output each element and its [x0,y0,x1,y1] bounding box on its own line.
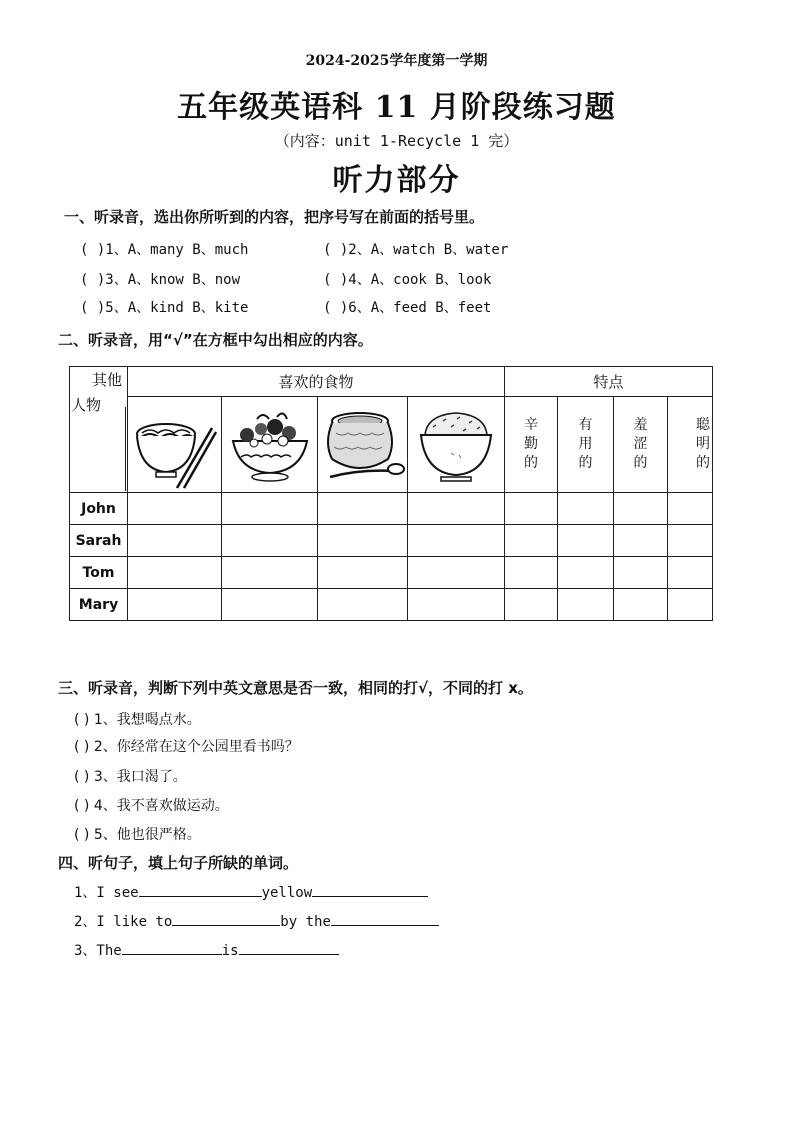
check-cell[interactable] [128,589,222,621]
term-heading: 2024-2025学年度第一学期 [305,53,488,69]
s4-sentence-3: 3、The is [74,940,339,960]
food-soup[interactable] [318,397,408,493]
check-cell[interactable] [222,525,318,557]
blank-field[interactable] [172,911,280,926]
check-cell[interactable] [558,557,614,589]
check-cell[interactable] [614,589,668,621]
s1-item-6: ( )6、A、feed B、feet [323,300,492,316]
check-cell[interactable] [408,589,505,621]
s1-item-1: ( )1、A、many B、much [80,242,249,258]
table-row [70,525,713,557]
check-cell[interactable] [222,557,318,589]
section1-heading: 一、听录音，选出你所听到的内容，把序号写在前面的括号里。 [64,208,485,226]
section3-heading: 三、听录音，判断下列中英文意思是否一致，相同的打√，不同的打 x。 [58,679,533,697]
s3-item-4: ( ) 4、我不喜欢做运动。 [74,798,229,814]
blank-field[interactable] [312,882,428,897]
trait-helpful[interactable]: 有 用 的 [558,397,614,493]
check-cell[interactable] [558,493,614,525]
person-name: Sarah [70,525,128,557]
trait-clever[interactable]: 聪 明 的 [668,397,713,493]
check-cell[interactable] [222,493,318,525]
s1-item-2: ( )2、A、watch B、water [323,242,509,258]
person-name: Mary [70,589,128,621]
s1-item-3: ( )3、A、know B、now [80,272,241,288]
part-title: 听力部分 [332,163,461,198]
blank-field[interactable] [122,940,222,955]
check-cell[interactable] [614,557,668,589]
s1-item-4: ( )4、A、cook B、look [323,272,492,288]
trait-shy[interactable]: 羞 涩 的 [614,397,668,493]
s3-item-5: ( ) 5、他也很严格。 [74,827,201,843]
check-cell[interactable] [558,589,614,621]
trait-header: 特点 [505,367,713,397]
soup-icon [320,403,406,487]
page-title: 五年级英语科 11 月阶段练习题 [177,90,616,125]
check-cell[interactable] [408,493,505,525]
check-cell[interactable] [558,525,614,557]
check-cell[interactable] [505,525,558,557]
blank-field[interactable] [331,911,439,926]
food-noodles[interactable] [128,397,222,493]
check-cell[interactable] [505,557,558,589]
s3-item-2: ( ) 2、你经常在这个公园里看书吗？ [74,739,299,755]
check-cell[interactable] [668,493,713,525]
check-cell[interactable] [318,557,408,589]
content-scope: （内容：unit 1-Recycle 1 完） [274,132,519,150]
check-cell[interactable] [668,525,713,557]
person-name: John [70,493,128,525]
food-rice[interactable] [408,397,505,493]
s3-item-1: ( ) 1、我想喝点水。 [74,712,201,728]
check-cell[interactable] [614,493,668,525]
s4-sentence-2: 2、I like to by the [74,911,439,931]
check-cell[interactable] [128,493,222,525]
person-name: Tom [70,557,128,589]
check-cell[interactable] [505,589,558,621]
blank-field[interactable] [139,882,262,897]
check-cell[interactable] [128,557,222,589]
check-cell[interactable] [222,589,318,621]
check-cell[interactable] [318,493,408,525]
section4-heading: 四、听句子，填上句子所缺的单词。 [58,854,299,872]
s4-sentence-1: 1、I see yellow [74,882,428,902]
check-cell[interactable] [408,525,505,557]
check-cell[interactable] [505,493,558,525]
check-table [69,366,713,621]
rice-icon [413,405,499,485]
table-row [70,589,713,621]
section2-heading: 二、听录音，用“√”在方框中勾出相应的内容。 [58,331,373,349]
check-cell[interactable] [614,525,668,557]
table-row [70,557,713,589]
trait-hardworking[interactable]: 辛 勤 的 [505,397,558,493]
check-cell[interactable] [668,557,713,589]
food-header: 喜欢的食物 [128,367,505,397]
corner-bottom-label: 人物 [71,396,102,414]
corner-top-label: 其他 [92,371,123,389]
salad-icon [227,405,313,485]
food-salad[interactable] [222,397,318,493]
s1-item-5: ( )5、A、kind B、kite [80,300,249,316]
table-row [70,493,713,525]
noodles-icon [132,400,218,490]
table-corner [70,367,128,493]
check-cell[interactable] [408,557,505,589]
blank-field[interactable] [239,940,339,955]
check-cell[interactable] [668,589,713,621]
check-cell[interactable] [128,525,222,557]
s3-item-3: ( ) 3、我口渴了。 [74,769,187,785]
check-cell[interactable] [318,525,408,557]
check-cell[interactable] [318,589,408,621]
